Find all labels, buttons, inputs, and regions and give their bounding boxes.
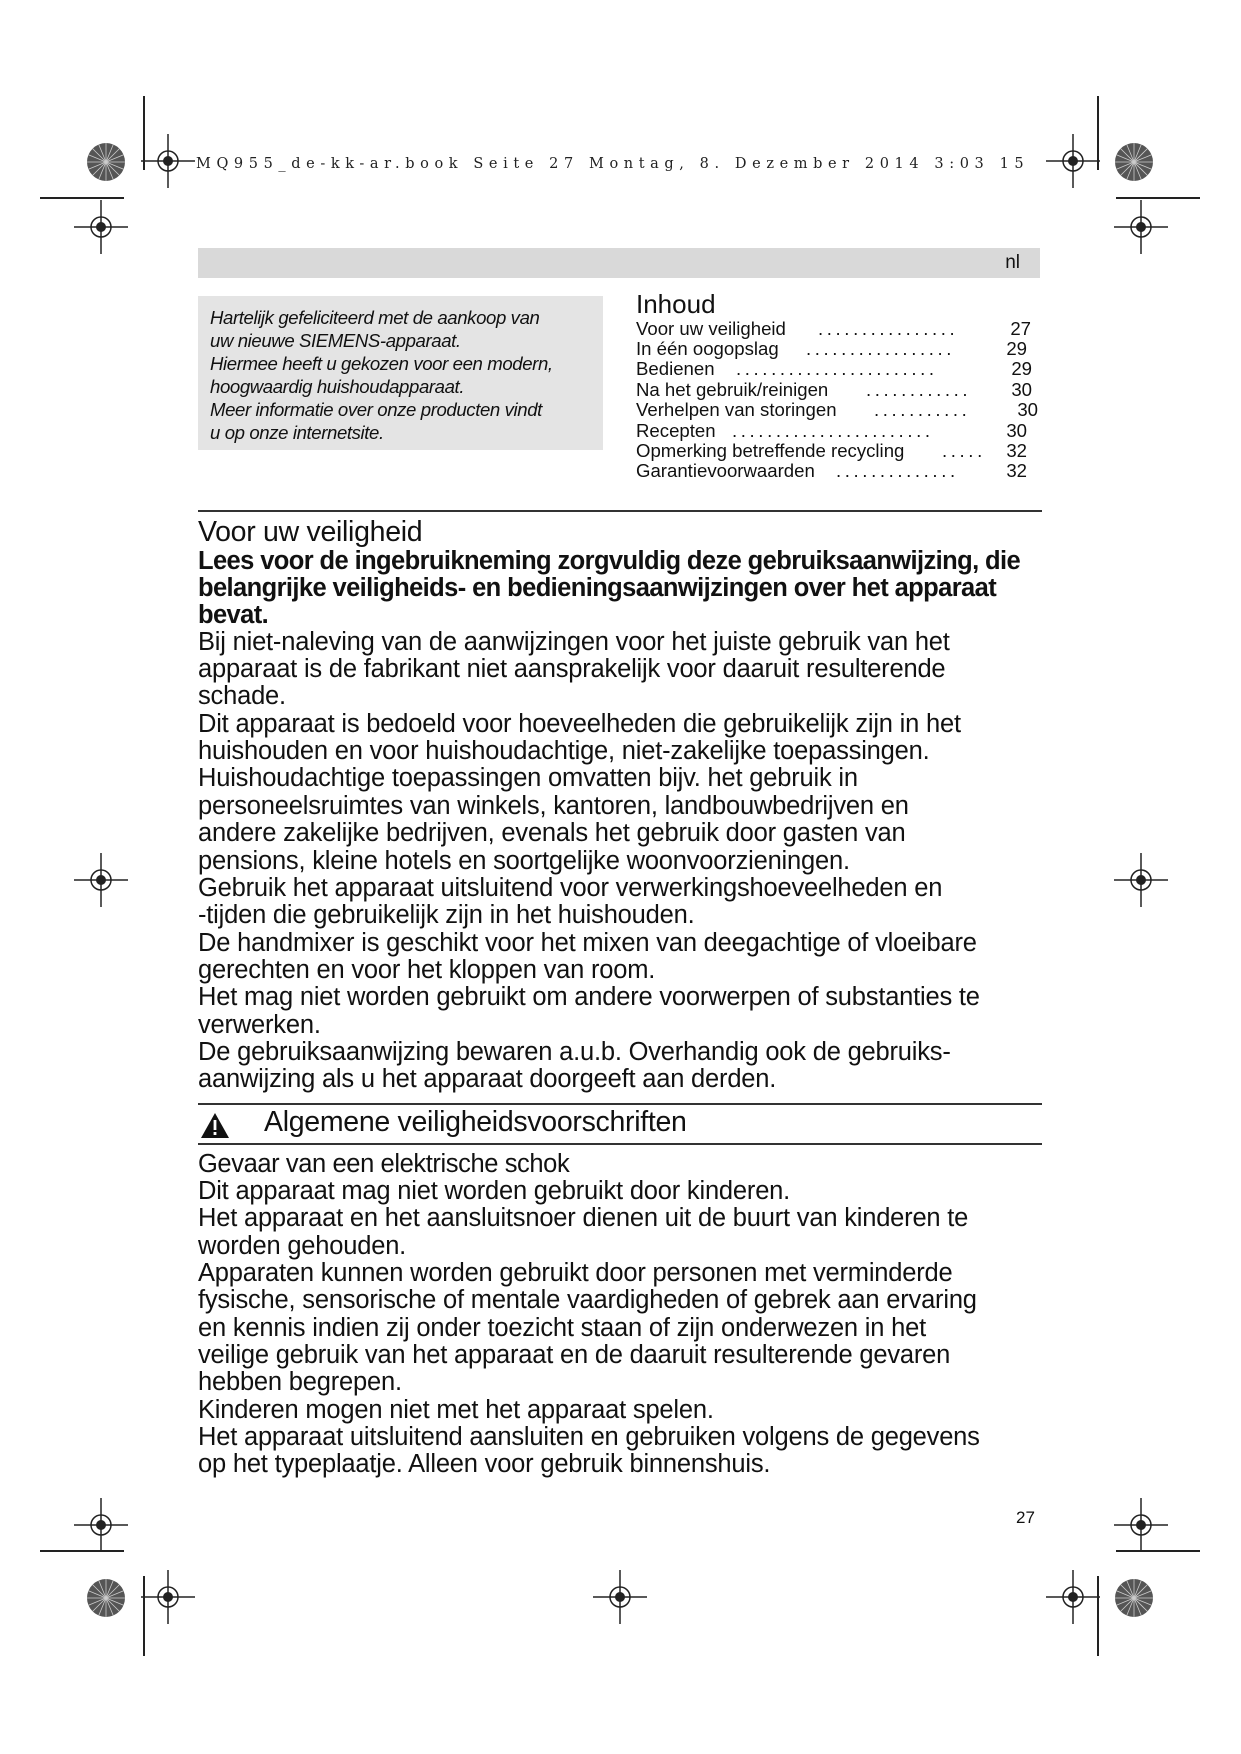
body-line: andere zakelijke bedrijven, evenals het gebruik door gasten van <box>198 819 906 847</box>
toc-item-page: 30 <box>1006 420 1027 441</box>
body-line: Het apparaat en het aansluitsnoer dienen uit de buurt van kinderen te <box>198 1204 969 1232</box>
body-line: De gebruiksaanwijzing bewaren a.u.b. Overhandig ook de gebruiks- <box>198 1038 951 1066</box>
body-line: pensions, kleine hotels en soortgelijke woonvoorzieningen. <box>198 847 850 875</box>
toc-item: Voor uw veiligheid ................ 27 <box>636 318 1031 339</box>
body-line: Gebruik het apparaat uitsluitend voor verwerkingshoeveelheden en <box>198 874 943 902</box>
subsection-title: Gevaar van een elektrische schok <box>198 1150 570 1178</box>
language-bar <box>198 248 1040 278</box>
toc-item: In één oogopslag ................. 29 <box>636 338 1027 359</box>
toc-item-label: Na het gebruik/reinigen <box>636 379 829 400</box>
toc-item-label: Opmerking betreffende recycling <box>636 440 905 461</box>
toc-item-page: 30 <box>1011 379 1032 400</box>
registration-crosshair-icon <box>1114 853 1168 907</box>
toc-item-label: In één oogopslag <box>636 338 779 359</box>
body-line: Het apparaat uitsluitend aansluiten en gebruiken volgens de gegevens <box>198 1423 980 1451</box>
toc-item-label: Verhelpen van storingen <box>636 399 837 420</box>
lead-line: Lees voor de ingebruikneming zorgvuldig deze gebruiksaanwijzing, die <box>198 547 1021 575</box>
intro-line: uw nieuwe SIEMENS-apparaat. <box>210 330 461 351</box>
star-target-icon <box>1114 1578 1154 1618</box>
intro-line: hoogwaardig huishoudapparaat. <box>210 376 465 397</box>
body-line: huishouden en voor huishoudachtige, niet-zakelijke toepassingen. <box>198 737 930 765</box>
toc-item: Opmerking betreffende recycling ..... 32 <box>636 440 1027 461</box>
body-line: apparaat is de fabrikant niet aansprakelijk voor daaruit resulterende <box>198 655 946 683</box>
body-line: gerechten en voor het kloppen van room. <box>198 956 656 984</box>
toc-item: Verhelpen van storingen ........... 30 <box>636 399 1038 420</box>
toc-title: Inhoud <box>636 289 716 319</box>
body-line: Dit apparaat mag niet worden gebruikt door kinderen. <box>198 1177 791 1205</box>
toc-item-page: 32 <box>1006 440 1027 461</box>
toc-item: Bedienen ....................... 29 <box>636 358 1032 379</box>
body-line: Het mag niet worden gebruikt om andere voorwerpen of substanties te <box>198 983 980 1011</box>
intro-line: Hiermee heeft u gekozen voor een modern, <box>210 353 553 374</box>
body-line: fysische, sensorische of mentale vaardigheden of gebrek aan ervaring <box>198 1286 977 1314</box>
toc-item: Garantievoorwaarden .............. 32 <box>636 460 1027 481</box>
toc-item-page: 29 <box>1011 358 1032 379</box>
body-line: -tijden die gebruikelijk zijn in het huishouden. <box>198 901 695 929</box>
intro-line: Meer informatie over onze producten vindt <box>210 399 542 420</box>
body-line: op het typeplaatje. Alleen voor gebruik binnenshuis. <box>198 1450 771 1478</box>
star-target-icon <box>86 1578 126 1618</box>
registration-crosshair-icon <box>1114 200 1168 254</box>
toc-item-page: 30 <box>1017 399 1038 420</box>
body-line: Dit apparaat is bedoeld voor hoeveelheden die gebruikelijk zijn in het <box>198 710 961 738</box>
body-line: personeelsruimtes van winkels, kantoren, landbouwbedrijven en <box>198 792 909 820</box>
toc-item: Na het gebruik/reinigen ............ 30 <box>636 379 1032 400</box>
toc-item-page: 27 <box>1010 318 1031 339</box>
registration-crosshair-icon <box>1046 134 1100 188</box>
intro-line: u op onze internetsite. <box>210 422 384 443</box>
section-divider <box>198 1143 1042 1145</box>
body-line: verwerken. <box>198 1011 321 1039</box>
body-line: en kennis indien zij onder toezicht staan of zijn onderwezen in het <box>198 1314 926 1342</box>
toc-item-page: 32 <box>1006 460 1027 481</box>
body-line: Huishoudachtige toepassingen omvatten bijv. het gebruik in <box>198 764 858 792</box>
body-line: veilige gebruik van het apparaat en de daaruit resulterende gevaren <box>198 1341 951 1369</box>
toc-item-label: Garantievoorwaarden <box>636 460 815 481</box>
lead-line: bevat. <box>198 601 269 629</box>
registration-crosshair-icon <box>74 853 128 907</box>
body-line: aanwijzing als u het apparaat doorgeeft aan derden. <box>198 1065 777 1093</box>
body-line: De handmixer is geschikt voor het mixen van deegachtige of vloeibare <box>198 929 977 957</box>
body-line: Kinderen mogen niet met het apparaat spelen. <box>198 1396 714 1424</box>
section-title: Voor uw veiligheid <box>198 516 423 548</box>
section-title: Algemene veiligheidsvoorschriften <box>264 1106 687 1138</box>
registration-crosshair-icon <box>74 200 128 254</box>
print-slug: MQ955_de-kk-ar.book Seite 27 Montag, 8. Dezember 2014 3:03 15 <box>196 156 1030 172</box>
registration-crosshair-icon <box>593 1570 647 1624</box>
registration-crosshair-icon <box>141 1570 195 1624</box>
toc-item-label: Voor uw veiligheid <box>636 318 786 339</box>
toc-item: Recepten ....................... 30 <box>636 420 1027 441</box>
toc-item-label: Recepten <box>636 420 716 441</box>
registration-crosshair-icon <box>1046 1570 1100 1624</box>
intro-box <box>198 296 603 450</box>
body-line: worden gehouden. <box>198 1232 407 1260</box>
body-line: hebben begrepen. <box>198 1368 402 1396</box>
intro-line: Hartelijk gefeliciteerd met de aankoop van <box>210 307 540 328</box>
registration-crosshair-icon <box>74 1498 128 1552</box>
body-line: Apparaten kunnen worden gebruikt door personen met verminderde <box>198 1259 953 1287</box>
toc-item-label: Bedienen <box>636 358 715 379</box>
registration-crosshair-icon <box>141 134 195 188</box>
section-divider <box>198 510 1042 512</box>
star-target-icon <box>86 142 126 182</box>
body-line: schade. <box>198 682 286 710</box>
star-target-icon <box>1114 142 1154 182</box>
language-code: nl <box>1005 252 1020 273</box>
section-divider <box>198 1103 1042 1105</box>
lead-line: belangrijke veiligheids- en bedieningsaanwijzingen over het apparaat <box>198 574 997 602</box>
page-number: 27 <box>1016 1508 1035 1527</box>
body-line: Bij niet-naleving van de aanwijzingen voor het juiste gebruik van het <box>198 628 950 656</box>
registration-crosshair-icon <box>1114 1498 1168 1552</box>
toc-item-page: 29 <box>1006 338 1027 359</box>
warning-triangle-icon <box>200 1112 230 1139</box>
